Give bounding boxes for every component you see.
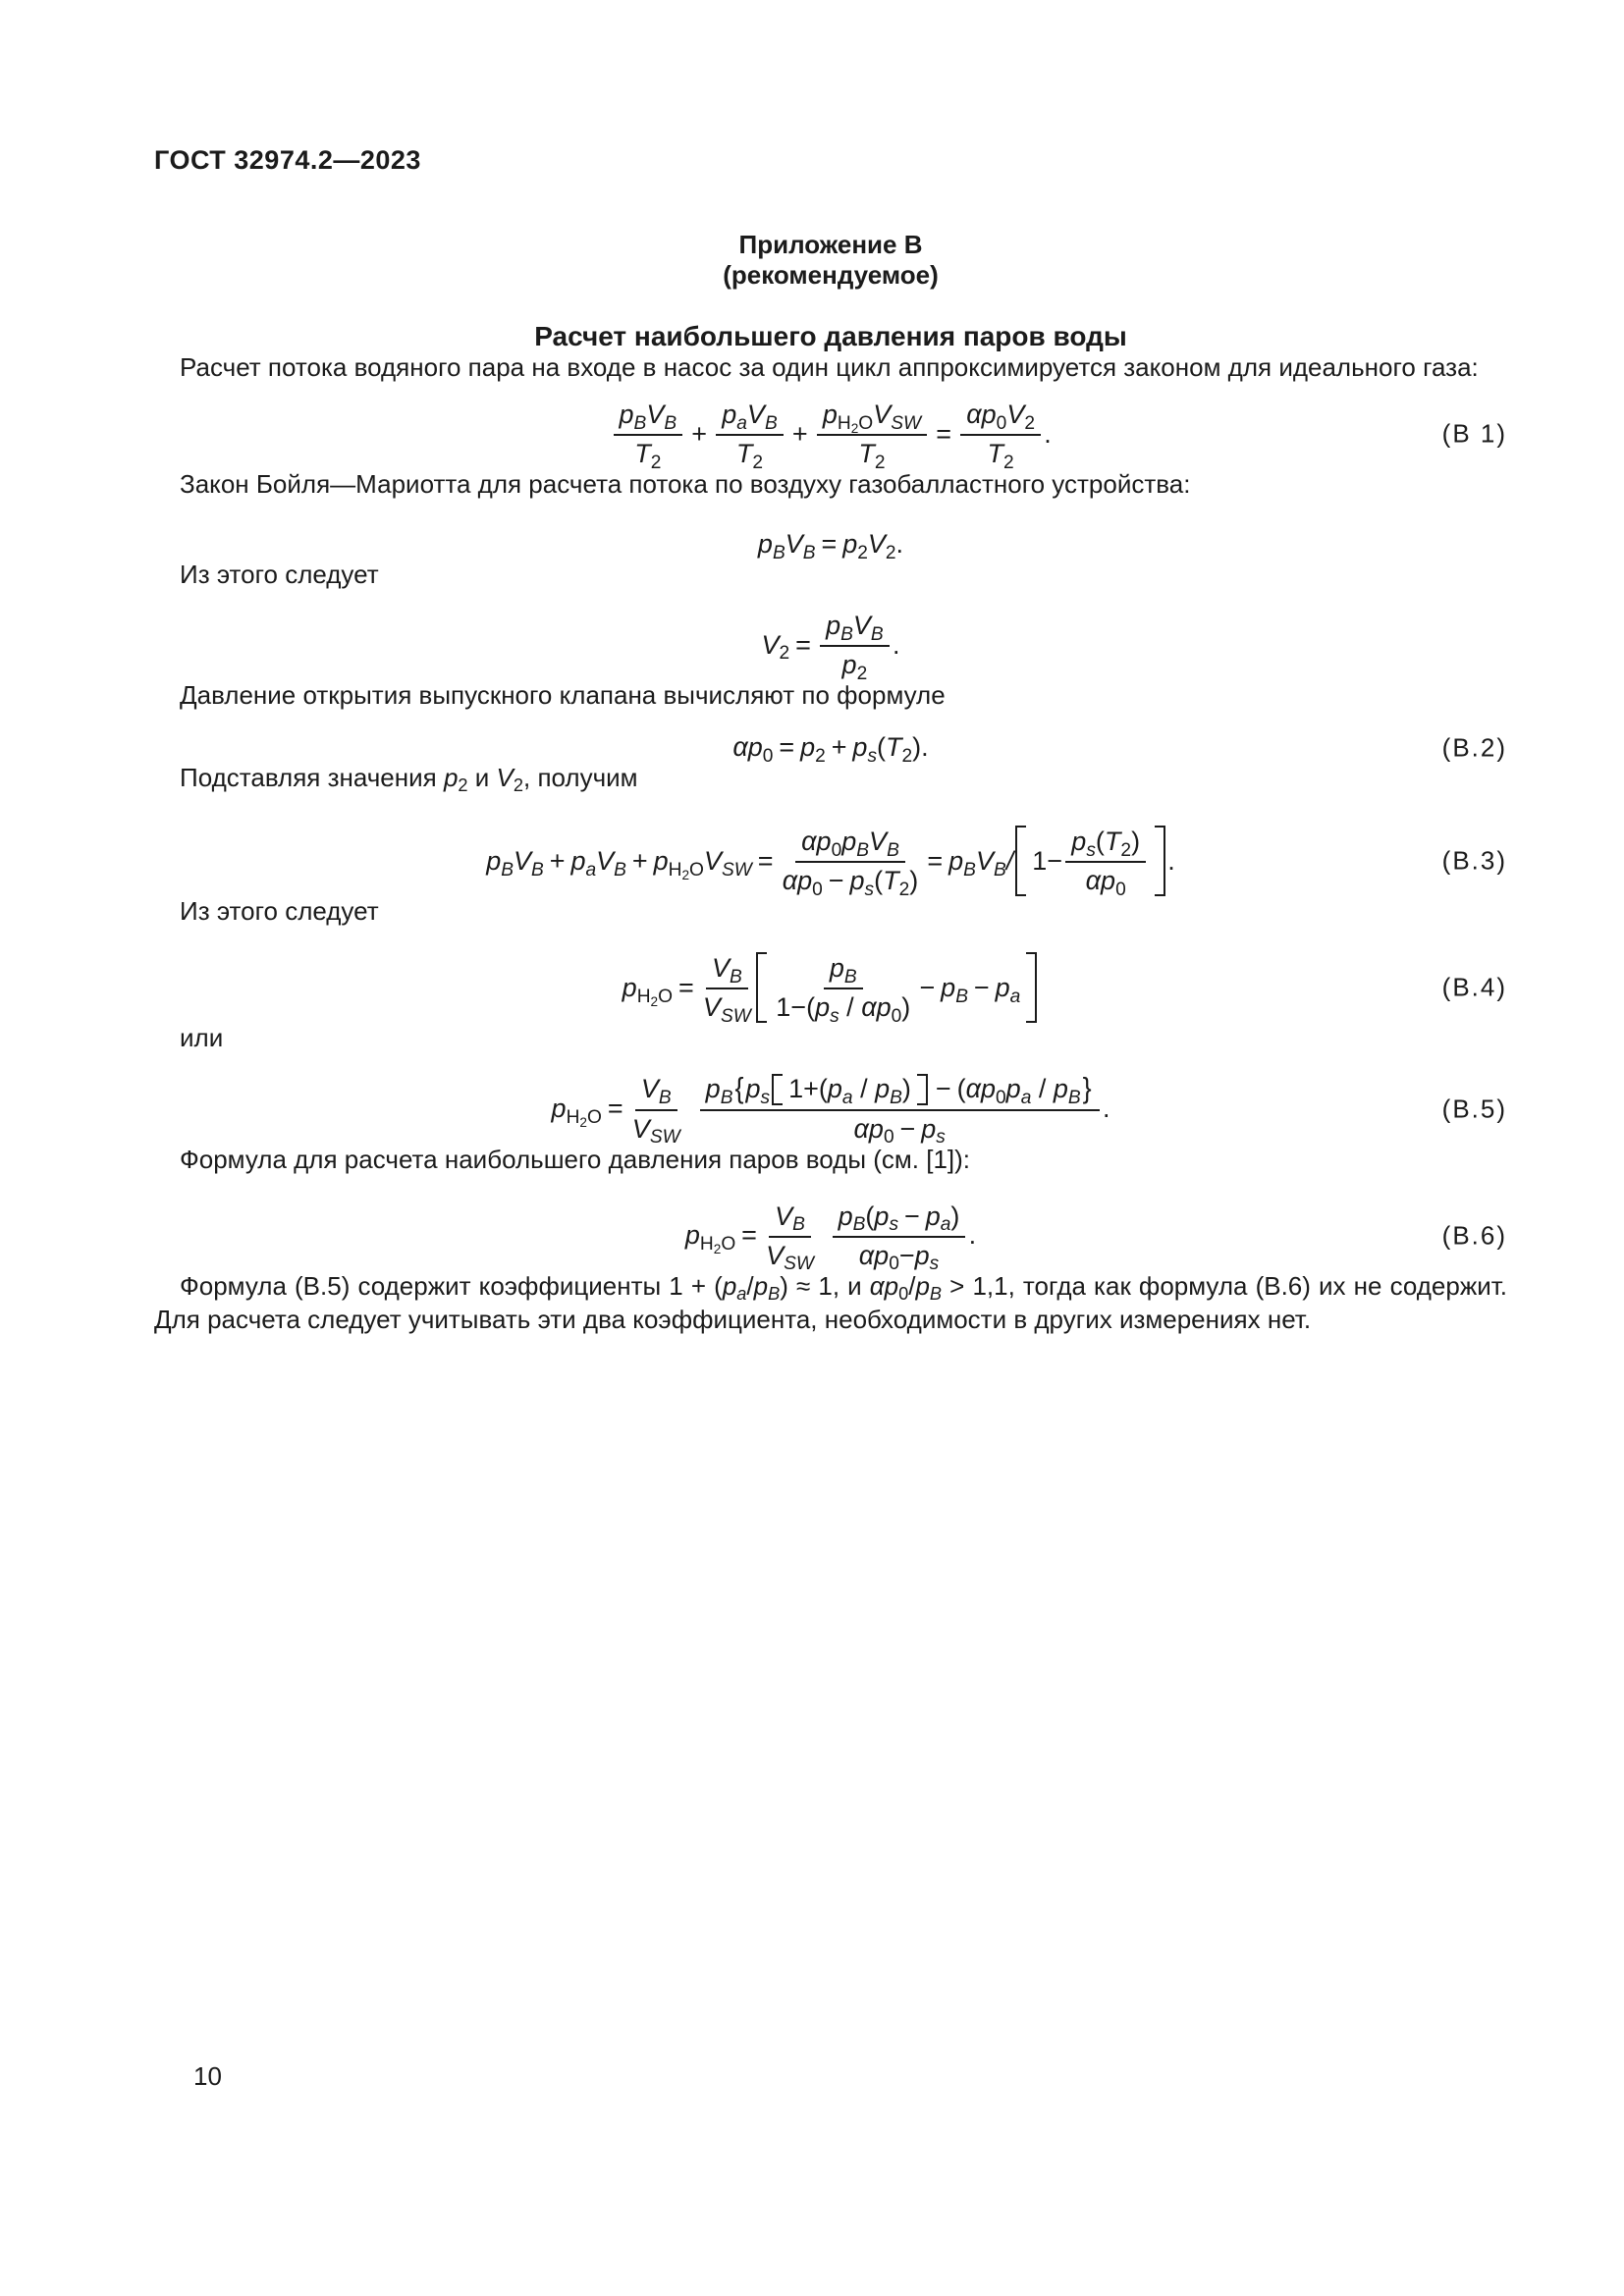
formula-b3-label: (В.3): [1441, 845, 1507, 876]
formula-b6-label: (В.6): [1441, 1220, 1507, 1251]
paragraph-formula-ref: Формула для расчета наибольшего давления паров воды (см. [1]):: [180, 1144, 971, 1174]
formula-b1-math: $p_B$ $V_B$ $T_2$ + $p_a$ $V_B$ $T_2$ + $p_{H_2O}$ $V_{SW}$ $T_2$ = α $p_0$ $V_2$ $T_2$ .: [154, 399, 1507, 469]
formula-b1-label: (В 1): [1441, 418, 1507, 449]
formula-b4: [154, 952, 1507, 1028]
formula-b2-math: α $p_0$ = $p_2$ + $p_s$ ( $T_2$ ).: [732, 732, 929, 767]
paragraph-follows-1: Из этого следует: [180, 560, 379, 590]
formula-v2: [154, 610, 1507, 684]
paragraph-substitute: Подставляя значения p2 и V2, получим: [180, 763, 638, 796]
paragraph-intro: Расчет потока водяного пара на входе в насос за один цикл аппроксимируется законом для идеального газа:: [180, 352, 1479, 382]
formula-boyle-law: [154, 529, 1507, 563]
doc-code: ГОСТ 32974.2—2023: [154, 145, 421, 175]
paragraph-follows-2: Из этого следует: [180, 896, 379, 927]
formula-b3: [154, 826, 1507, 901]
paragraph-or: или: [180, 1023, 224, 1053]
formula-b6-math: $p_{H_2O}$ = $V_B$ $V_{SW}$ $p_B$ ( $p_s$ − $p_a$ ) α $p_0$ − $p_s$ .: [684, 1201, 977, 1275]
formula-b2-label: (В.2): [1441, 732, 1507, 763]
formula-b6: [154, 1201, 1507, 1275]
appendix-label: Приложение В: [738, 230, 923, 259]
formula-b5: [154, 1073, 1507, 1148]
page-number: 10: [193, 2061, 222, 2091]
paragraph-valve: Давление открытия выпускного клапана вычисляют по формуле: [180, 680, 946, 711]
formula-v2-math: $V_2$ = $p_B$ $V_B$ $p_2$ .: [761, 611, 900, 684]
formula-b2: [154, 732, 1507, 767]
formula-b4-label: (В.4): [1441, 972, 1507, 1002]
formula-b5-label: (В.5): [1441, 1094, 1507, 1124]
formula-b5-math: $p_{H_2O}$ = $V_B$ $V_{SW}$ $p_B$ { $p_s$ 1+( $p_a$ / $p_B$ ) − ( α $p_0$ $p_a$ / $p_B$ } α $p_0$ − $p_s$ .: [551, 1073, 1110, 1148]
appendix-kind: (рекомендуемое): [723, 260, 939, 290]
page-title: Расчет наибольшего давления паров воды: [534, 321, 1127, 351]
formula-b1: [154, 399, 1507, 473]
formula-b3-math: $p_B$ $V_B$ + $p_a$ $V_B$ + $p_{H_2O}$ $V_{SW}$ = α $p_0$ $p_B$ $V_B$ α $p_0$ − $p_s$ ( $T_2$ ) = $p_B$ $V_B$ / 1− $p_s$ ( $T_2$ ) α $p_0$ .: [486, 827, 1175, 901]
paragraph-conclusion: Формула (В.5) содержит коэффициенты 1 + (pa/pB) ≈ 1, и αp0/pB > 1,1, тогда как формула (В.6) их не содержит. Для расчета следует учитывать эти два коэффициента, необходимости в других измерениях нет.: [154, 1270, 1508, 1334]
formula-boyle-law-math: $p_B$ $V_B$ = $p_2$ $V_2$ .: [757, 529, 904, 563]
formula-b4-math: $p_{H_2O}$ = $V_B$ $V_{SW}$ $p_B$ 1−( $p_s$ / α $p_0$ ) − $p_B$ − $p_a$: [154, 952, 1507, 1023]
paragraph-boyle: Закон Бойля—Мариотта для расчета потока по воздуху газобалластного устройства:: [180, 469, 1191, 500]
